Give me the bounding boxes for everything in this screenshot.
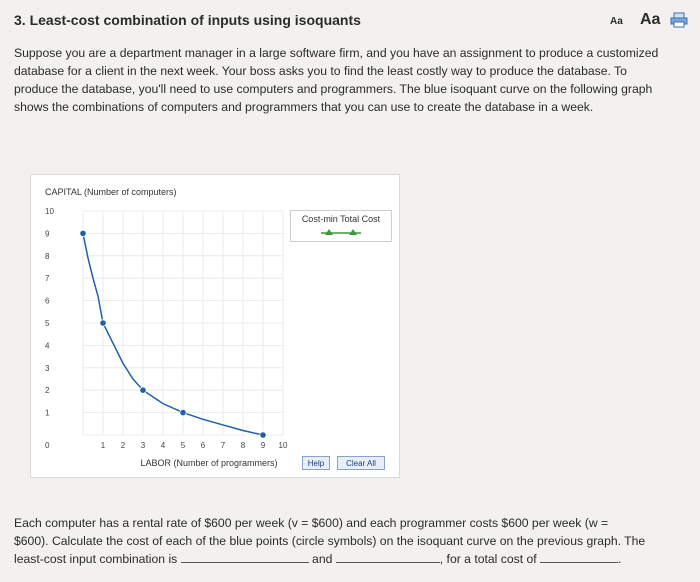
y-tick-label: 3 — [45, 363, 50, 373]
x-tick-label: 9 — [260, 441, 266, 450]
bottom-seg-2: and — [312, 552, 333, 566]
graph-panel[interactable] — [30, 174, 400, 478]
y-tick-label: 9 — [45, 229, 50, 239]
header — [14, 12, 674, 36]
isoquant-point[interactable] — [260, 432, 266, 438]
x-tick-label: 5 — [180, 441, 186, 450]
y-axis-label: CAPITAL (Number of computers) — [45, 187, 177, 197]
x-tick-labels — [45, 441, 288, 450]
bottom-question — [14, 514, 674, 568]
bottom-line-2: $600). Calculate the cost of each of the blue points (circle symbols) on the isoquant curve on the previous graph. The — [14, 534, 646, 548]
help-button[interactable]: Help — [302, 456, 330, 470]
combination-dropdown-2[interactable] — [336, 550, 440, 563]
x-tick-label: 8 — [240, 441, 246, 450]
y-tick-label: 1 — [45, 408, 50, 418]
question-title: 3. Least-cost combination of inputs using isoquants — [14, 12, 361, 28]
bottom-line-1: Each computer has a rental rate of $600 per week (v = $600) and each programmer costs $600 per week (w = — [14, 516, 609, 530]
isoquant-point[interactable] — [100, 320, 106, 326]
x-tick-label: 10 — [278, 441, 288, 450]
legend-label: Cost-min Total Cost — [301, 214, 381, 224]
x-tick-label: 0 — [45, 441, 50, 450]
chart-grid — [83, 211, 283, 435]
x-tick-label: 3 — [140, 441, 146, 450]
y-tick-label: 8 — [45, 251, 50, 261]
isoquant-point[interactable] — [180, 409, 186, 415]
clear-all-button[interactable]: Clear All — [337, 456, 385, 470]
x-axis-label: LABOR (Number of programmers) — [140, 458, 278, 468]
isoquant-point[interactable] — [80, 230, 86, 236]
print-icon[interactable] — [670, 12, 688, 28]
x-tick-label: 7 — [220, 441, 226, 450]
x-tick-label: 2 — [120, 441, 126, 450]
isoquant-curve — [83, 233, 263, 435]
font-size-increase-button[interactable]: Aa — [640, 11, 661, 28]
font-size-decrease-button[interactable]: Aa — [610, 16, 623, 27]
y-tick-label: 5 — [45, 319, 50, 328]
y-tick-label: 2 — [45, 386, 50, 396]
y-tick-label: 6 — [45, 296, 50, 306]
x-tick-label: 1 — [100, 441, 106, 450]
y-tick-label: 4 — [45, 341, 50, 351]
y-tick-label: 7 — [45, 274, 50, 284]
bottom-seg-4: . — [618, 552, 622, 566]
bottom-seg-3: , for a total cost of — [439, 552, 537, 566]
combination-dropdown-1[interactable] — [181, 550, 309, 563]
intro-paragraph: Suppose you are a department manager in a large software firm, and you have an assignment to produce a customized database for a client in the next week. Your boss asks you to find the least costly way to produce the database. To produce the database, you'll need to use computers and programmers. The blue isoquant curve on the following graph shows the combinations of computers and programmers that you can use to create the database in a week. — [14, 46, 659, 114]
legend[interactable] — [290, 210, 392, 242]
y-tick-label: 10 — [45, 207, 54, 216]
isoquant-point[interactable] — [140, 387, 146, 393]
y-tick-labels — [45, 207, 54, 418]
bottom-seg-1: least-cost input combination is — [14, 552, 178, 566]
x-tick-label: 4 — [160, 441, 166, 450]
total-cost-dropdown[interactable] — [540, 550, 618, 563]
x-tick-label: 6 — [200, 441, 206, 450]
triangle-legend-icon[interactable] — [319, 226, 363, 238]
